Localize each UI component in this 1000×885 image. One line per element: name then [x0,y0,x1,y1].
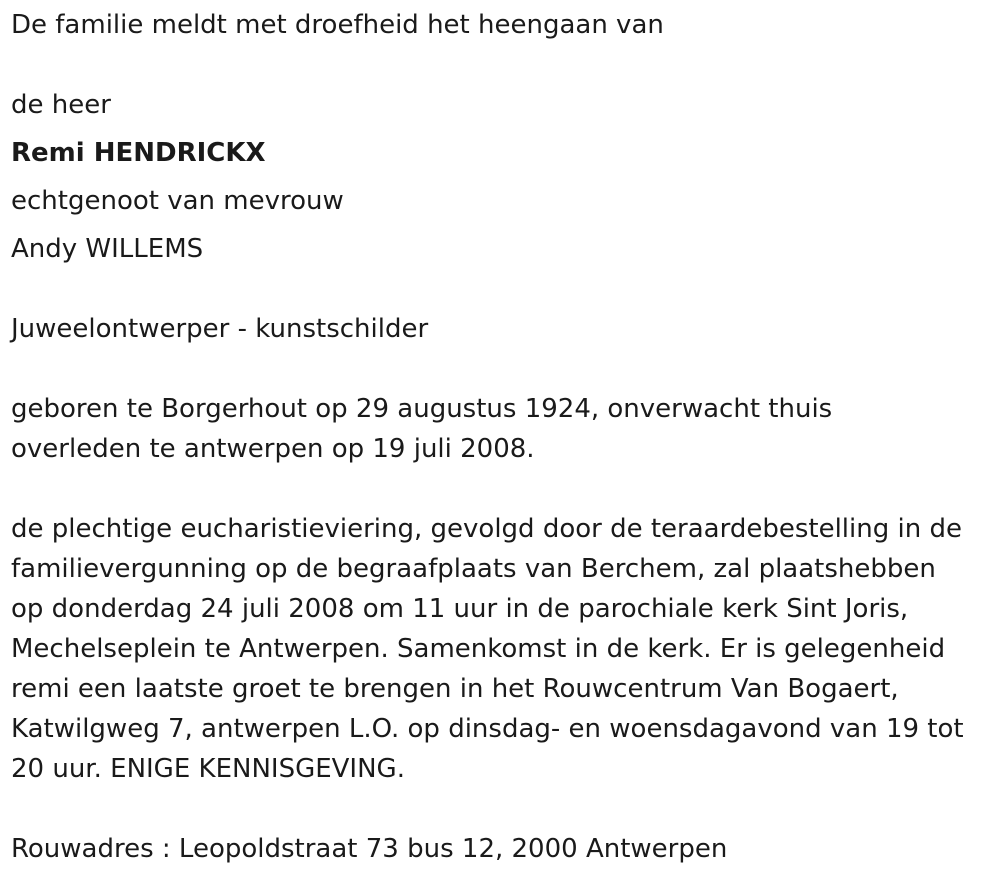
ceremony-line: familievergunning op de begraafplaats van Berchem, zal plaatshebben [11,554,936,584]
mourning-address: Rouwadres : Leopoldstraat 73 bus 12, 2000 Antwerpen [11,834,728,864]
ceremony-line: Katwilgweg 7, antwerpen L.O. op dinsdag- en woensdagavond van 19 tot [11,714,964,744]
spouse-intro: echtgenoot van mevrouw [11,186,344,216]
deceased-name: Remi HENDRICKX [11,138,266,168]
birth-death-line: geboren te Borgerhout op 29 augustus 1924, onverwacht thuis [11,394,833,424]
ceremony-line: Mechelseplein te Antwerpen. Samenkomst in de kerk. Er is gelegenheid [11,634,946,664]
profession: Juweelontwerper - kunstschilder [11,314,429,344]
ceremony-line: de plechtige eucharistieviering, gevolgd door de teraardebestelling in de [11,514,962,544]
ceremony-line: 20 uur. ENIGE KENNISGEVING. [11,754,405,784]
salutation: de heer [11,90,111,120]
ceremony-line: op donderdag 24 juli 2008 om 11 uur in de parochiale kerk Sint Joris, [11,594,909,624]
intro-text: De familie meldt met droefheid het heengaan van [11,10,664,40]
ceremony-line: remi een laatste groet te brengen in het Rouwcentrum Van Bogaert, [11,674,899,704]
spouse-name: Andy WILLEMS [11,234,204,264]
birth-death-line: overleden te antwerpen op 19 juli 2008. [11,434,535,464]
